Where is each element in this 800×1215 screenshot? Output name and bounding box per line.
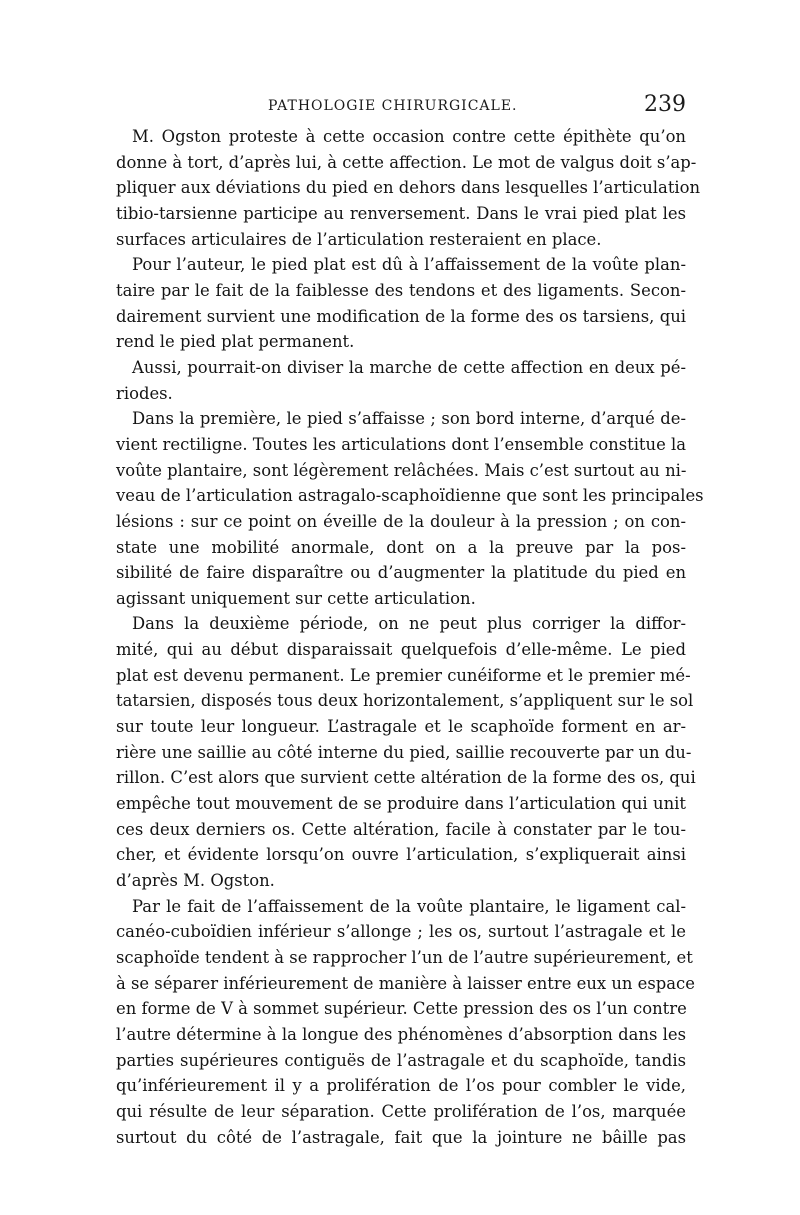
text-line: sibilité de faire disparaître ou d’augmenter la platitude du pied en (116, 563, 686, 583)
text-line: tibio-tarsienne participe au renversement. Dans le vrai pied plat les (116, 203, 686, 223)
text-line: qu’inférieurement il y a prolifération de l’os pour combler le vide, (116, 1076, 686, 1096)
running-head (116, 92, 686, 120)
text-line: state une mobilité anormale, dont on a la preuve par la pos- (116, 537, 686, 557)
text-line: tatarsien, disposés tous deux horizontalement, s’appliquent sur le sol (116, 691, 694, 711)
body-text (116, 124, 704, 1150)
text-line: sur toute leur longueur. L’astragale et le scaphoïde forment en ar- (116, 717, 686, 737)
text-line: riodes. (116, 383, 173, 403)
running-title: PATHOLOGIE CHIRURGICALE. (268, 98, 518, 114)
text-line: en forme de V à sommet supérieur. Cette pression des os l’un contre (116, 999, 687, 1019)
text-line: taire par le fait de la faiblesse des tendons et des ligaments. Secon- (116, 280, 686, 300)
text-line: d’après M. Ogston. (116, 871, 275, 891)
text-line: lésions : sur ce point on éveille de la douleur à la pression ; on con- (116, 511, 686, 531)
page-number: 239 (644, 92, 686, 117)
text-line: Pour l’auteur, le pied plat est dû à l’affaissement de la voûte plan- (132, 255, 686, 275)
text-line: canéo-cuboïdien inférieur s’allonge ; les os, surtout l’astragale et le (116, 922, 686, 942)
text-line: rend le pied plat permanent. (116, 332, 355, 352)
text-line: agissant uniquement sur cette articulation. (116, 588, 476, 608)
text-line: qui résulte de leur séparation. Cette prolifération de l’os, marquée (116, 1101, 686, 1121)
text-line: dairement survient une modification de la forme des os tarsiens, qui (116, 306, 686, 326)
text-line: M. Ogston proteste à cette occasion contre cette épithète qu’on (132, 127, 686, 146)
text-line: à se séparer inférieurement de manière à laisser entre eux un espace (116, 973, 695, 993)
text-line: plat est devenu permanent. Le premier cunéiforme et le premier mé- (116, 665, 691, 685)
text-line: veau de l’articulation astragalo-scaphoïdienne que sont les principales (116, 486, 704, 506)
text-line: parties supérieures contiguës de l’astragale et du scaphoïde, tandis (116, 1050, 686, 1070)
text-line: Dans la première, le pied s’affaisse ; son bord interne, d’arqué de- (132, 409, 686, 429)
text-line: voûte plantaire, sont légèrement relâchées. Mais c’est surtout au ni- (116, 460, 687, 480)
text-line: ces deux derniers os. Cette altération, facile à constater par le tou- (116, 819, 686, 839)
text-line: mité, qui au début disparaissait quelquefois d’elle-même. Le pied (116, 640, 686, 660)
text-line: rillon. C’est alors que survient cette altération de la forme des os, qui (116, 768, 696, 788)
text-line: rière une saillie au côté interne du pied, saillie recouverte par un du- (116, 742, 692, 762)
text-line: Aussi, pourrait-on diviser la marche de cette affection en deux pé- (132, 357, 686, 377)
text-line: donne à tort, d’après lui, à cette affection. Le mot de valgus doit s’ap- (116, 152, 697, 172)
text-line: scaphoïde tendent à se rapprocher l’un de l’autre supérieurement, et (116, 948, 693, 967)
text-line: Par le fait de l’affaissement de la voûte plantaire, le ligament cal- (132, 896, 686, 916)
text-line: cher, et évidente lorsqu’on ouvre l’articulation, s’expliquerait ainsi (116, 845, 686, 865)
text-line: l’autre détermine à la longue des phénomènes d’absorption dans les (116, 1024, 686, 1044)
text-line: pliquer aux déviations du pied en dehors dans lesquelles l’articulation (116, 178, 701, 198)
text-line: surtout du côté de l’astragale, fait que la jointure ne bâille pas (116, 1127, 686, 1147)
text-line: vient rectiligne. Toutes les articulations dont l’ensemble constitue la (116, 434, 686, 454)
text-line: empêche tout mouvement de se produire dans l’articulation qui unit (116, 794, 686, 814)
text-line: surfaces articulaires de l’articulation resteraient en place. (116, 229, 602, 249)
text-line: Dans la deuxième période, on ne peut plus corriger la diffor- (132, 614, 686, 634)
